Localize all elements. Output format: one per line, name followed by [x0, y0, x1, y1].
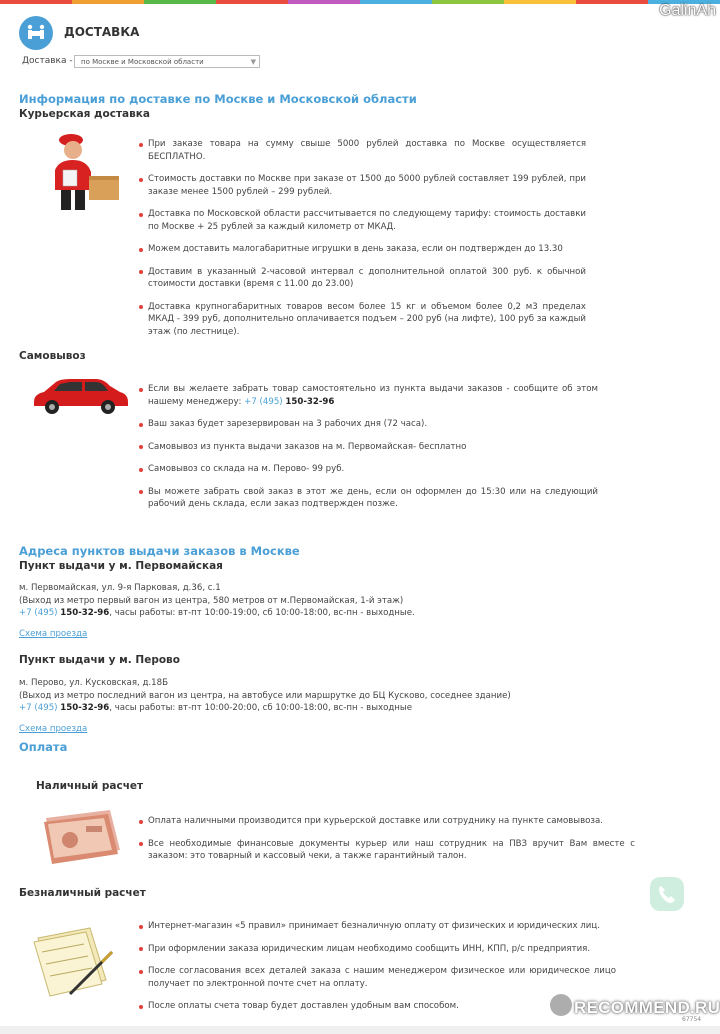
payment-heading: Оплата: [19, 740, 68, 754]
courier-delivery-heading: Курьерская доставка: [19, 108, 150, 120]
stripe-seg: [0, 0, 72, 4]
cash-info-list: [137, 815, 635, 863]
point2-address: м. Перово, ул. Кусковская, д.18Б: [19, 678, 168, 688]
point2-route-link[interactable]: Схема проезда: [19, 724, 88, 734]
pickup-heading: Самовывоз: [19, 350, 86, 362]
courier-image: [45, 130, 123, 212]
point1-address-block: [19, 582, 415, 620]
point2-note: (Выход из метро последний вагон из центра, на автобусе или маршрутке до БЦ Кусково, соседнее здание): [19, 690, 511, 701]
list-item: Доставим в указанный 2-часовой интервал с дополнительной оплатой 300 руб. к обычной стоимости доставки (время с 11.00 до 23.00): [137, 266, 586, 291]
invoice-image: [30, 922, 116, 1000]
phone-number[interactable]: 150-32-96: [60, 703, 110, 713]
phone-number[interactable]: 150-32-96: [60, 608, 110, 618]
pickup-points-heading: Адреса пунктов выдачи заказов в Москве: [19, 544, 300, 558]
delivery-region-value: по Москве и Московской области: [81, 58, 204, 66]
list-item: Вы можете забрать свой заказ в этот же день, если он оформлен до 15:30 или на следующий рабочий день склада, если заказ подтвержден позже.: [137, 486, 598, 511]
bottom-divider: [0, 1026, 720, 1034]
delivery-select-label: Доставка -: [22, 56, 73, 66]
banknotes-image: [40, 806, 124, 866]
point1-contacts: [19, 607, 415, 620]
stripe-seg: [216, 0, 288, 4]
phone-number[interactable]: 150-32-96: [285, 396, 335, 407]
watermark-username: GalinAh: [659, 2, 716, 19]
recommend-logo-icon: [550, 994, 572, 1016]
phone-prefix[interactable]: +7 (495): [244, 396, 283, 407]
cash-heading: Наличный расчет: [36, 780, 144, 792]
list-item: Стоимость доставки по Москве при заказе от 1500 до 5000 рублей составляет 199 рублей, при заказе менее 1500 рублей – 299 рублей.: [137, 173, 586, 198]
recommend-watermark-id: 67754: [682, 1016, 702, 1023]
list-item: Оплата наличными производится при курьерской доставке или сотруднику на пункте самовывоза.: [137, 815, 635, 828]
stripe-seg: [360, 0, 432, 4]
courier-info-list: [137, 138, 586, 338]
pickup-info-list: [137, 383, 598, 511]
delivery-people-icon: [19, 16, 53, 50]
stripe-seg: [72, 0, 144, 4]
list-item: Доставка по Московской области рассчитывается по следующему тарифу: стоимость доставки по Москве + 25 рублей за каждый километр от МКАД.: [137, 208, 586, 233]
red-car-image: [30, 376, 130, 416]
phone-icon: [650, 877, 684, 911]
point1-route-link[interactable]: Схема проезда: [19, 629, 88, 639]
list-item: Все необходимые финансовые документы курьер или наш сотрудник на ПВЗ вручит Вам вместе с заказом: это товарный и кассовый чеки, а также гарантийный талон.: [137, 838, 635, 863]
stripe-seg: [288, 0, 360, 4]
list-item: Самовывоз из пункта выдачи заказов на м. Первомайская- бесплатно: [137, 441, 598, 454]
cashless-heading: Безналичный расчет: [19, 887, 146, 899]
top-color-stripe: [0, 0, 720, 4]
list-item: Интернет-магазин «5 правил» принимает безналичную оплату от физических и юридических лиц.: [137, 920, 616, 933]
list-item: Можем доставить малогабаритные игрушки в день заказа, если он подтвержден до 13.30: [137, 243, 586, 256]
phone-callback-button[interactable]: [650, 877, 684, 911]
point1-address: м. Первомайская, ул. 9-я Парковая, д.36, с.1: [19, 583, 221, 593]
list-item: При заказе товара на сумму свыше 5000 рублей доставка по Москве осуществляется БЕСПЛАТНО.: [137, 138, 586, 163]
list-item: После согласования всех деталей заказа с нашим менеджером физическое или юридическое лицо получает по электронной почте счет на оплату.: [137, 965, 616, 990]
list-item: Самовывоз со склада на м. Перово- 99 руб.: [137, 463, 598, 476]
moscow-delivery-heading: Информация по доставке по Москве и Московской области: [19, 92, 417, 106]
stripe-seg: [144, 0, 216, 4]
list-item: При оформлении заказа юридическим лицам необходимо сообщить ИНН, КПП, р/с предприятия.: [137, 943, 616, 956]
pickup-first-text: Если вы желаете забрать товар самостоятельно из пункта выдачи заказов - сообщите об этом нашему менеджеру:: [148, 384, 598, 407]
point2-contacts: [19, 702, 511, 715]
point2-address-block: [19, 677, 511, 715]
stripe-seg: [576, 0, 648, 4]
delivery-region-select[interactable]: [74, 55, 260, 68]
point1-heading: Пункт выдачи у м. Первомайская: [19, 560, 223, 572]
list-item: [137, 383, 598, 408]
point2-heading: Пункт выдачи у м. Перово: [19, 654, 180, 666]
list-item: Ваш заказ будет зарезервирован на 3 рабочих дня (72 часа).: [137, 418, 598, 431]
recommend-watermark-text: RECOMMEND.RU: [574, 998, 720, 1017]
list-item: Доставка крупногабаритных товаров весом более 15 кг и объемом более 0,2 м3 пределах МКАД - 399 руб, дополнительно оплачивается подъем – 200 руб (на лифте), 100 руб за каждый этаж (по лестнице).: [137, 301, 586, 339]
recommend-watermark: [548, 994, 720, 1022]
point2-hours: , часы работы: вт-пт 10:00-20:00, сб 10:00-18:00, вс-пн - выходные: [109, 703, 412, 713]
cashless-info-list: [137, 920, 616, 1013]
phone-prefix[interactable]: +7 (495): [19, 703, 58, 713]
stripe-seg: [432, 0, 504, 4]
point1-note: (Выход из метро первый вагон из центра, 580 метров от м.Первомайская, 1-й этаж): [19, 595, 404, 606]
chevron-down-icon: ▼: [250, 58, 256, 66]
stripe-seg: [504, 0, 576, 4]
list-item: После оплаты счета товар будет доставлен удобным вам способом.: [137, 1000, 616, 1013]
phone-prefix[interactable]: +7 (495): [19, 608, 58, 618]
page-title: ДОСТАВКА: [64, 25, 140, 39]
point1-hours: , часы работы: вт-пт 10:00-19:00, сб 10:00-18:00, вс-пн - выходные.: [109, 608, 415, 618]
